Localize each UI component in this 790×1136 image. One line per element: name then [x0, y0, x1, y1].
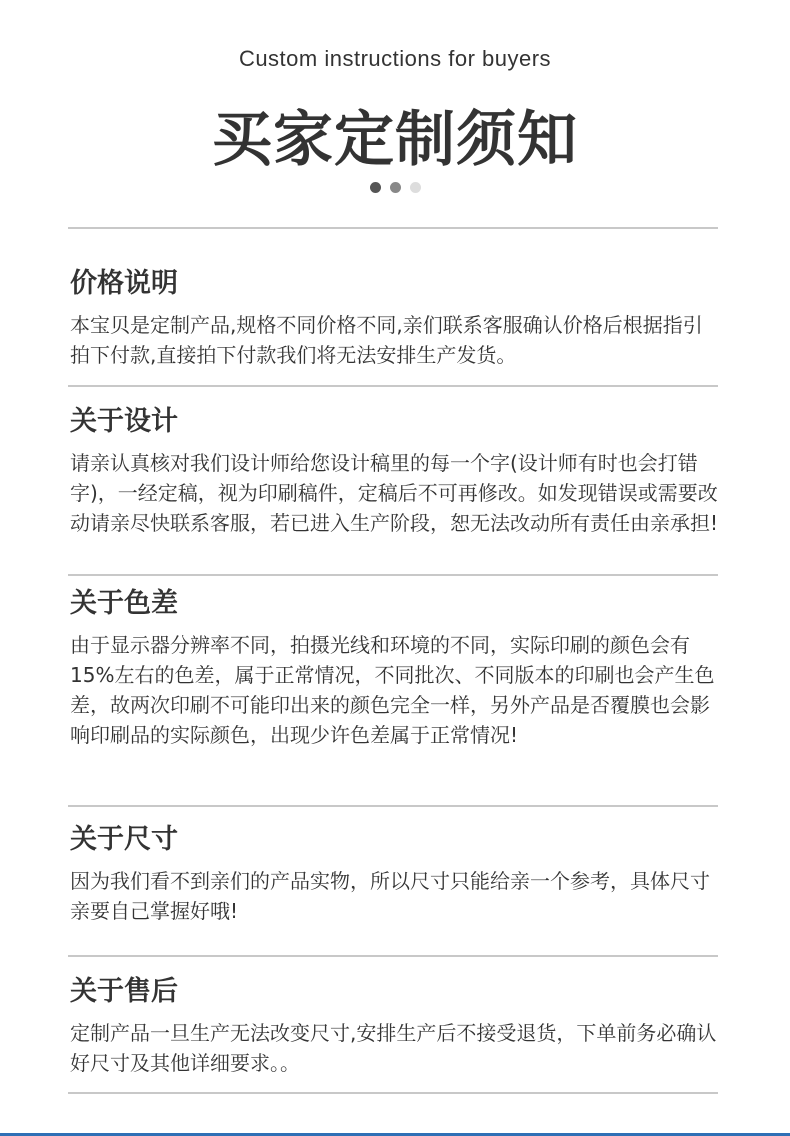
dot-3	[410, 182, 421, 193]
section-title: 关于尺寸	[70, 824, 178, 855]
section-body: 本宝贝是定制产品,规格不同价格不同,亲们联系客服确认价格后根据指引拍下付款,直接拍下付款我们将无法安排生产发货。	[70, 313, 703, 367]
section-design	[70, 404, 722, 538]
dot-2	[390, 182, 401, 193]
dot-1	[370, 182, 381, 193]
divider	[68, 574, 718, 576]
page-subtitle: Custom instructions for buyers	[238, 46, 552, 71]
divider	[68, 1092, 718, 1094]
section-after-sales	[70, 974, 722, 1078]
pagination-dots	[0, 182, 790, 193]
divider	[68, 227, 718, 229]
section-title: 价格说明	[70, 268, 178, 299]
section-body: 由于显示器分辨率不同，拍摄光线和环境的不同，实际印刷的颜色会有15%左右的色差，属于正常情况，不同批次、不同版本的印刷也会产生色差，故两次印刷不可能印出来的颜色完全一样，另外产品是否覆膜也会影响印刷品的实际颜色，出现少许色差属于正常情况!	[70, 633, 715, 747]
section-body: 因为我们看不到亲们的产品实物，所以尺寸只能给亲一个参考，具体尺寸亲要自己掌握好哦!	[70, 869, 710, 923]
page-title: 买家定制须知	[212, 105, 578, 175]
section-body: 定制产品一旦生产无法改变尺寸,安排生产后不接受退货，下单前务必确认好尺寸及其他详细要求。。	[70, 1021, 717, 1075]
divider	[68, 805, 718, 807]
section-size	[70, 822, 722, 926]
section-price	[70, 266, 722, 370]
divider	[68, 955, 718, 957]
section-title: 关于色差	[70, 588, 178, 619]
section-title: 关于设计	[70, 406, 178, 437]
divider	[68, 385, 718, 387]
section-body: 请亲认真核对我们设计师给您设计稿里的每一个字(设计师有时也会打错字)，一经定稿，视为印刷稿件，定稿后不可再修改。如发现错误或需要改动请亲尽快联系客服，若已进入生产阶段，恕无法改动所有责任由亲承担!	[70, 451, 719, 535]
section-color-difference	[70, 586, 722, 750]
section-title: 关于售后	[70, 976, 178, 1007]
